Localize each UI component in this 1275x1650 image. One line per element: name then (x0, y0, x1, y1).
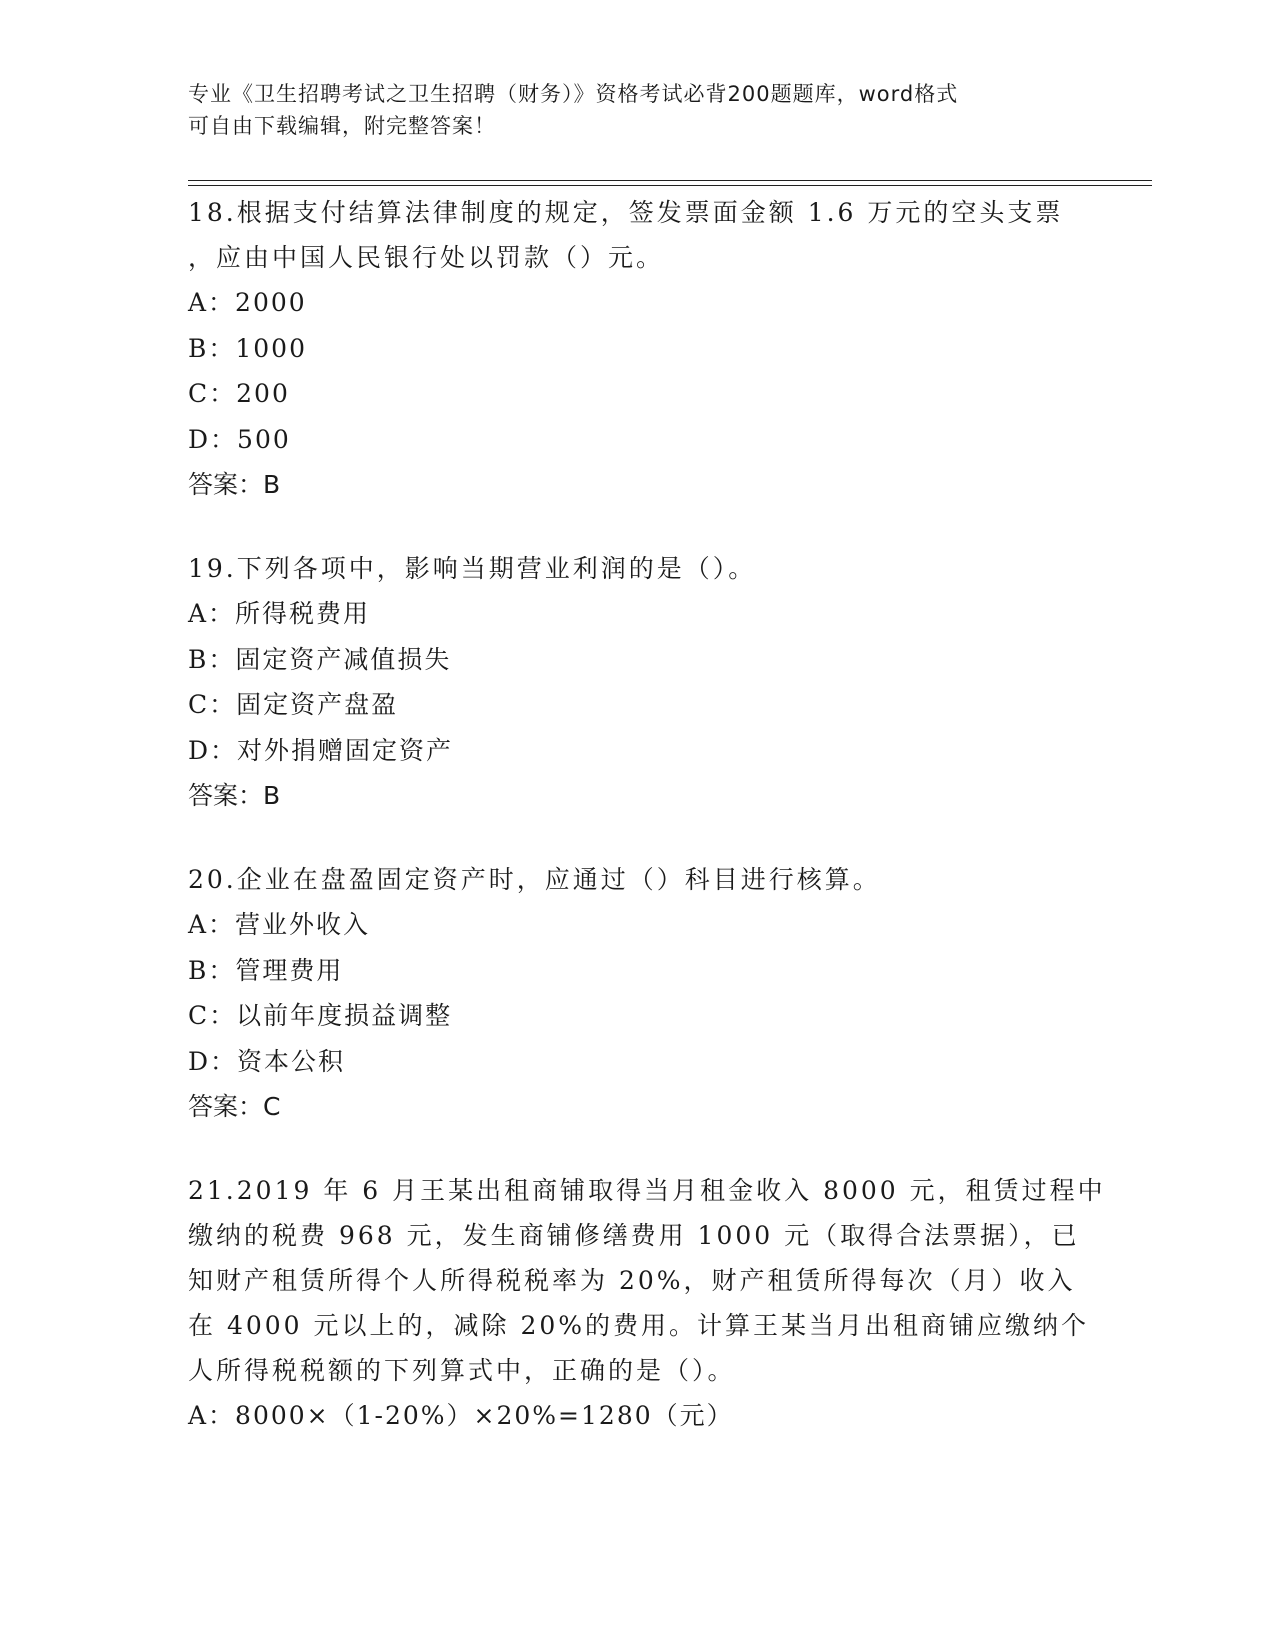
question-line: ，应由中国人民银行处以罚款（）元。 (188, 243, 665, 272)
header-divider-top (188, 180, 1152, 181)
question-text (188, 1168, 1106, 1393)
question-line: 缴纳的税费 968 元，发生商铺修缮费用 1000 元（取得合法票据），已 (188, 1221, 1080, 1250)
option-d: D：资本公积 (188, 1046, 346, 1076)
option-b: B：固定资产减值损失 (188, 644, 452, 674)
answer-text: 答案：B (188, 781, 281, 810)
option-a: A：2000 (188, 288, 307, 317)
question-21 (188, 1168, 1106, 1439)
option-c: C：200 (188, 379, 290, 408)
option-d: D：500 (188, 424, 291, 454)
option-a: A：8000×（1-20%）×20%=1280（元） (188, 1401, 734, 1430)
question-line: 21.2019 年 6 月王某出租商铺取得当月租金收入 8000 元，租赁过程中 (188, 1176, 1106, 1205)
answer-text: 答案：B (188, 470, 281, 499)
option-b: B：管理费用 (188, 955, 344, 985)
header-line-2: 可自由下载编辑，附完整答案！ (188, 114, 496, 138)
header-line-1: 专业《卫生招聘考试之卫生招聘（财务）》资格考试必背200题题库，word格式 (188, 82, 959, 106)
question-18 (188, 190, 1088, 508)
question-line: 知财产租赁所得个人所得税税率为 20%，财产租赁所得每次（月）收入 (188, 1266, 1076, 1295)
question-list (188, 190, 1106, 1477)
option-c: C：以前年度损益调整 (188, 1001, 453, 1030)
question-20 (188, 857, 1088, 1130)
option-b: B：1000 (188, 333, 307, 363)
answer-text: 答案：C (188, 1092, 281, 1121)
question-text (188, 857, 1088, 902)
header-divider-bottom (188, 185, 1152, 186)
question-text (188, 546, 1088, 591)
question-text (188, 190, 1088, 280)
document-header (188, 78, 1068, 142)
option-a: A：所得税费用 (188, 599, 371, 628)
question-line: 19.下列各项中，影响当期营业利润的是（）。 (188, 554, 757, 583)
option-c: C：固定资产盘盈 (188, 690, 399, 719)
option-d: D：对外捐赠固定资产 (188, 735, 454, 765)
question-line: 在 4000 元以上的，减除 20%的费用。计算王某当月出租商铺应缴纳个 (188, 1311, 1090, 1340)
question-line: 人所得税税额的下列算式中，正确的是（）。 (188, 1356, 736, 1385)
question-line: 18.根据支付结算法律制度的规定，签发票面金额 1.6 万元的空头支票 (188, 198, 1064, 227)
question-19 (188, 546, 1088, 819)
question-line: 20.企业在盘盈固定资产时，应通过（）科目进行核算。 (188, 865, 881, 894)
option-a: A：营业外收入 (188, 910, 371, 939)
